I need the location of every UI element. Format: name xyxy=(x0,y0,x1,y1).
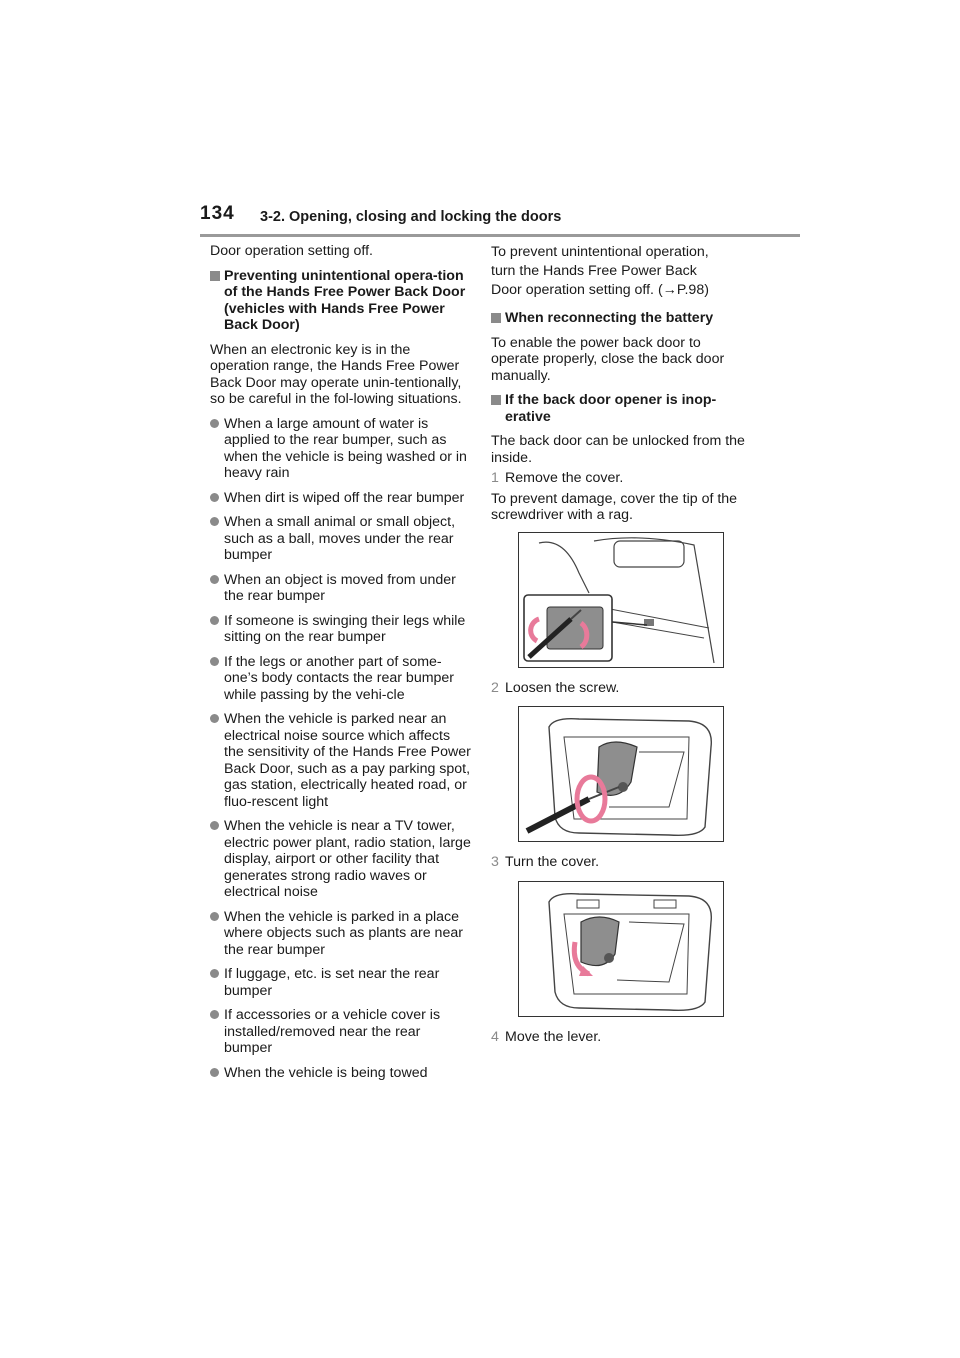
round-bullet-icon xyxy=(210,912,219,921)
situations-paragraph: When an electronic key is in the operation range, the Hands Free Power Back Door may operate unin-tentionally, so be careful in the fol-lowing situations. xyxy=(210,341,462,407)
list-item: If luggage, etc. is set near the rear bumper xyxy=(210,966,472,999)
reconnect-paragraph: To enable the power back door to operate properly, close the back door manually. xyxy=(491,334,725,384)
subheading-opener-inoperative: If the back door opener is inop-erative xyxy=(491,392,751,425)
illustration-turn-cover xyxy=(519,882,723,1016)
list-item: When dirt is wiped off the rear bumper xyxy=(210,490,472,507)
step-4: 4 Move the lever. xyxy=(491,1028,602,1045)
section-title: 3-2. Opening, closing and locking the doors xyxy=(260,209,562,225)
setting-line-1: To prevent unintentional operation, xyxy=(491,244,709,260)
subheading-reconnecting: When reconnecting the battery xyxy=(491,310,751,327)
list-item: When the vehicle is being towed xyxy=(210,1065,472,1082)
round-bullet-icon xyxy=(210,493,219,502)
list-item: When the vehicle is near a TV tower, electric power plant, radio station, large display, airport or other facility that generates strong radio waves or electrical noise xyxy=(210,818,472,901)
round-bullet-icon xyxy=(210,1068,219,1077)
list-item: If the legs or another part of some-one’s body contacts the rear bumper while passing by the vehi-cle xyxy=(210,654,472,704)
list-item: When the vehicle is parked in a place where objects such as plants are near the rear bumper xyxy=(210,909,472,959)
right-column xyxy=(491,243,751,1053)
list-item: When the vehicle is parked near an electrical noise source which affects the sensitivity of the Hands Free Power Back Door, such as a pay parking spot, gas station, electrically heated road, or fluo-rescent light xyxy=(210,711,472,810)
round-bullet-icon xyxy=(210,575,219,584)
illustration-screw xyxy=(519,707,723,841)
step-3: 3 Turn the cover. xyxy=(491,854,600,870)
round-bullet-icon xyxy=(210,714,219,723)
page-header xyxy=(200,203,800,237)
subheading-preventing: Preventing unintentional opera-tion of the Hands Free Power Back Door (vehicles with Hands Free Power Back Door) xyxy=(210,268,472,334)
step-1-note: To prevent damage, cover the tip of the screwdriver with a rag. xyxy=(491,490,738,523)
list-item: If someone is swinging their legs while sitting on the rear bumper xyxy=(210,613,472,646)
round-bullet-icon xyxy=(210,517,219,526)
page-number: 134 xyxy=(200,203,235,224)
round-bullet-icon xyxy=(210,616,219,625)
arrow-right-icon: → xyxy=(662,282,677,298)
setting-line-2: turn the Hands Free Power Back xyxy=(491,263,697,279)
round-bullet-icon xyxy=(210,657,219,666)
round-bullet-icon xyxy=(210,1010,219,1019)
intro-text: Door operation setting off. xyxy=(210,243,373,259)
square-bullet-icon xyxy=(491,313,501,323)
setting-line-3: Door operation setting off. (→P.98) xyxy=(491,282,709,298)
list-item: When an object is moved from under the rear bumper xyxy=(210,572,472,605)
round-bullet-icon xyxy=(210,419,219,428)
header-divider xyxy=(200,234,800,237)
list-item: If accessories or a vehicle cover is installed/removed near the rear bumper xyxy=(210,1007,472,1057)
figure-loosen-screw xyxy=(518,706,724,842)
round-bullet-icon xyxy=(210,969,219,978)
illustration-back-door xyxy=(519,533,723,667)
step-1: 1 Remove the cover. xyxy=(491,470,624,486)
square-bullet-icon xyxy=(491,395,501,405)
round-bullet-icon xyxy=(210,821,219,830)
left-column xyxy=(210,243,472,1089)
step-2: 2 Loosen the screw. xyxy=(491,679,620,696)
figure-turn-cover xyxy=(518,881,724,1017)
list-item: When a large amount of water is applied to the rear bumper, such as when the vehicle is being washed or in heavy rain xyxy=(210,416,472,482)
unlock-paragraph: The back door can be unlocked from the inside. xyxy=(491,433,745,466)
list-item: When a small animal or small object, such as a ball, moves under the rear bumper xyxy=(210,514,472,564)
square-bullet-icon xyxy=(210,271,220,281)
page-reference-link[interactable]: P.98 xyxy=(676,282,705,298)
figure-remove-cover xyxy=(518,532,724,668)
